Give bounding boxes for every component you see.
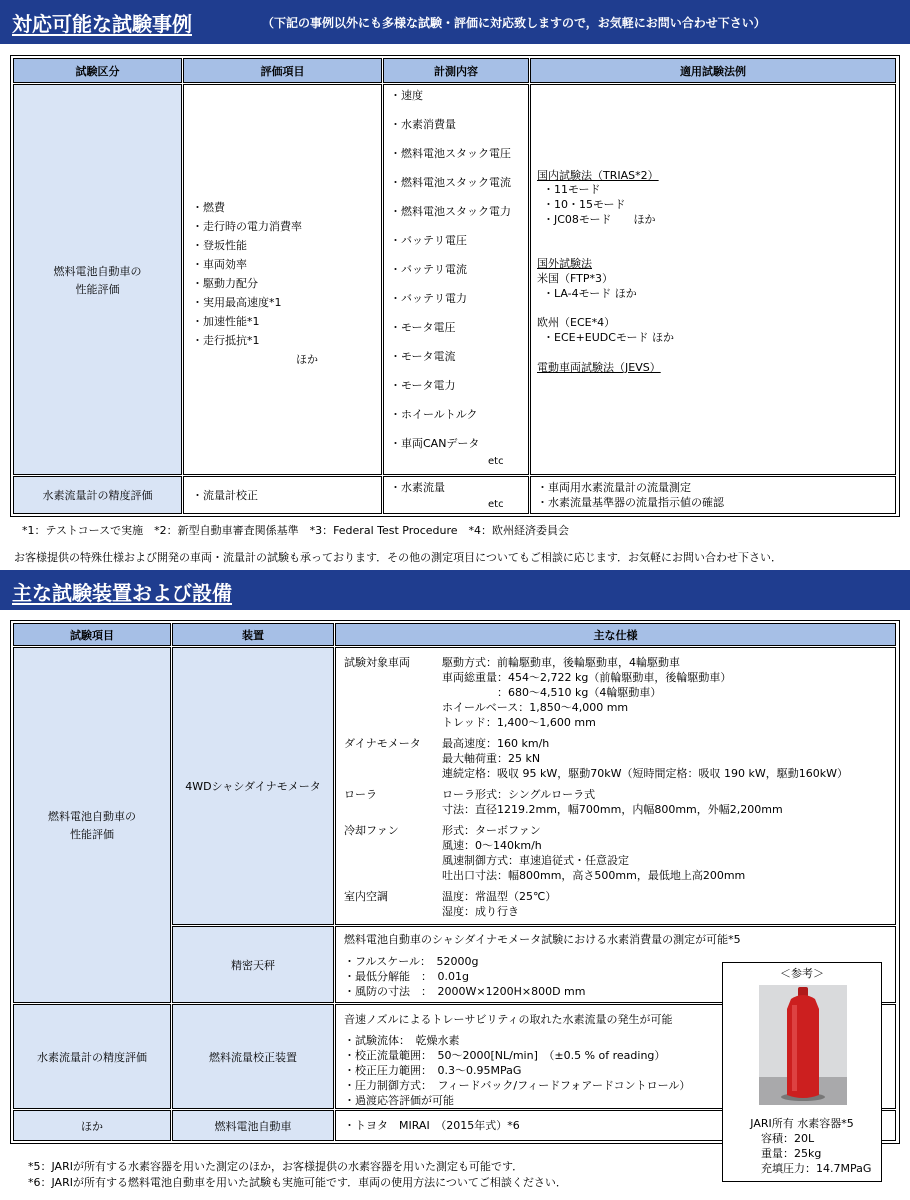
foreign-method: 国外試験法 — [537, 257, 592, 270]
item-max-speed: ・実用最高速度*1 — [192, 296, 282, 309]
chassis-dyno-device: 4WDシャシダイナモメータ — [172, 647, 334, 925]
spec-vehicle-4: ホイールベース：1,850～4,000 mm — [442, 701, 629, 714]
other-category: ほか — [13, 1110, 171, 1141]
meas-motor-voltage: ・モータ電圧 — [390, 321, 456, 334]
header-measurements: 計測内容 — [383, 58, 529, 83]
evaluation-items-cell — [183, 84, 382, 475]
meas-can-data: ・車両CANデータ — [390, 437, 480, 450]
meas-wheel-torque: ・ホイールトルク — [390, 408, 478, 421]
reference-box — [722, 962, 882, 1182]
spec-label-vehicle: 試験対象車両 — [344, 656, 410, 669]
balance-fullscale: ・フルスケール： 52000g — [344, 955, 479, 968]
fcv-spec-mirai: ・トヨタ MIRAI （2015年式）*6 — [344, 1119, 520, 1132]
cylinder-volume: 容積：20L — [761, 1132, 815, 1145]
spec-fan-4: 吐出口寸法：幅800mm，高さ500mm，最低地上高200mm — [442, 869, 746, 882]
us-item-la4: ・LA-4モード ほか — [543, 287, 637, 300]
meas-motor-power: ・モータ電力 — [390, 379, 456, 392]
meas-speed: ・速度 — [390, 89, 423, 102]
spec-dyno-2: 最大軸荷重：25 kN — [442, 752, 541, 765]
section1-contact: お客様提供の特殊仕様および開発の車両・流量計の試験も承っております．その他の測定項目についてもご相談に応じます．お気軽にお問い合わせ下さい． — [14, 551, 783, 564]
test-cases-table — [10, 55, 900, 517]
spec-label-fan: 冷却ファン — [344, 824, 399, 837]
category-line-1: 燃料電池自動車の — [53, 264, 142, 278]
meas-motor-current: ・モータ電流 — [390, 350, 456, 363]
cylinder-pressure: 充填圧力：14.7MPaG — [761, 1162, 872, 1175]
flowmeter-calibration: ・流量計校正 — [192, 489, 258, 502]
flowmeter-methods-cell — [530, 476, 896, 514]
fcv-device: 燃料電池自動車 — [172, 1110, 334, 1141]
test-methods-cell — [530, 84, 896, 475]
meas-flow-etc: etc — [488, 499, 504, 510]
cylinder-weight: 重量：25kg — [761, 1147, 822, 1160]
item-drive-distribution: ・駆動力配分 — [192, 277, 258, 290]
meas-hydrogen-flow: ・水素流量 — [390, 481, 445, 494]
eu-method: 欧州（ECE*4） — [537, 316, 616, 329]
section2-footnote-6: *6：JARIが所有する燃料電池自動車を用いた試験も実施可能です．車両の使用方法についてご相談ください． — [28, 1176, 567, 1189]
eq-category-line-2: 性能評価 — [70, 828, 114, 841]
item-acceleration: ・加速性能*1 — [192, 315, 260, 328]
jevs-method: 電動車両試験法（JEVS） — [537, 361, 661, 374]
balance-lead: 燃料電池自動車のシャシダイナモメータ試験における水素消費量の測定が可能*5 — [344, 933, 741, 946]
spec-fan-2: 風速：0～140km/h — [442, 839, 542, 852]
spec-label-roller: ローラ — [344, 788, 377, 801]
flowmeter-measurement-cell — [383, 476, 529, 514]
items-etc: ほか — [296, 353, 318, 366]
header-test-category: 試験区分 — [13, 58, 182, 83]
spec-roller-1: ローラ形式：シングルローラ式 — [442, 788, 596, 801]
spec-aircon-1: 温度：常温型（25℃） — [442, 890, 557, 903]
calibrator-control: ・圧力制御方式： フィードバック/フィードフォアードコントロール） — [344, 1079, 691, 1092]
category-line-2: 性能評価 — [75, 282, 120, 296]
meas-stack-power: ・燃料電池スタック電力 — [390, 205, 511, 218]
meas-battery-current: ・バッテリ電流 — [390, 263, 467, 276]
spec-fan-1: 形式：ターボファン — [442, 824, 541, 837]
header-main-specs: 主な仕様 — [335, 623, 896, 646]
spec-roller-2: 寸法：直径1219.2mm，幅700mm，内幅800mm，外幅2,200mm — [442, 803, 783, 816]
meas-stack-current: ・燃料電池スタック電流 — [390, 176, 511, 189]
calibrator-fluid: ・試験流体： 乾燥水素 — [344, 1034, 460, 1047]
precision-balance-device: 精密天秤 — [172, 926, 334, 1003]
measurements-cell — [383, 84, 529, 475]
flow-method-2: ・水素流量基準器の流量指示値の確認 — [537, 496, 724, 509]
calibrator-lead: 音速ノズルによるトレーサビリティの取れた水素流量の発生が可能 — [344, 1013, 673, 1026]
item-hill-climbing: ・登坂性能 — [192, 239, 247, 252]
section1-footnotes: *1：テストコースで実施 *2：新型自動車審査関係基準 *3：Federal Test Procedure *4：欧州経済委員会 — [22, 524, 570, 537]
calibrator-transient: ・過渡応答評価が可能 — [344, 1094, 454, 1107]
eu-item-ece: ・ECE+EUDCモード ほか — [543, 331, 675, 344]
spec-vehicle-3: ：680～4,510 kg（4輪駆動車） — [442, 686, 662, 699]
domestic-item-1015: ・10・15モード — [543, 198, 626, 211]
spec-vehicle-1: 駆動方式：前輪駆動車，後輪駆動車，4輪駆動車 — [442, 656, 680, 669]
spec-vehicle-2: 車両総重量：454～2,722 kg（前輪駆動車，後輪駆動車） — [442, 671, 732, 684]
hydrogen-cylinder-photo — [759, 985, 847, 1105]
spec-label-aircon: 室内空調 — [344, 890, 388, 903]
meas-battery-power: ・バッテリ電力 — [390, 292, 467, 305]
spec-fan-3: 風速制御方式：車速追従式・任意設定 — [442, 854, 629, 867]
header-test-item: 試験項目 — [13, 623, 171, 646]
section1-subtitle: （下記の事例以外にも多様な試験・評価に対応致しますので，お気軽にお問い合わせ下さい） — [262, 16, 766, 30]
flowmeter-eq-category: 水素流量計の精度評価 — [13, 1004, 171, 1109]
spec-label-dyno: ダイナモメータ — [344, 737, 421, 750]
flowmeter-item-cell — [183, 476, 382, 514]
header-test-methods: 適用試験法例 — [530, 58, 896, 83]
header-evaluation-items: 評価項目 — [183, 58, 382, 83]
fcv-equipment-category — [13, 647, 171, 1003]
item-power-consumption: ・走行時の電力消費率 — [192, 220, 302, 233]
meas-hydrogen-consumption: ・水素消費量 — [390, 118, 456, 131]
reference-heading: ＜参考＞ — [780, 967, 824, 980]
eq-category-line-1: 燃料電池自動車の — [48, 810, 136, 823]
domestic-item-jc08: ・JC08モード ほか — [543, 213, 656, 226]
fcv-performance-category — [13, 84, 182, 475]
calibrator-pressure-range: ・校正圧力範囲： 0.3～0.95MPaG — [344, 1064, 522, 1077]
calibrator-flow-range: ・校正流量範囲： 50～2000[NL/min] （±0.5 % of reading） — [344, 1049, 666, 1062]
section2-banner — [0, 570, 910, 610]
cylinder-caption: JARI所有 水素容器*5 — [750, 1117, 854, 1130]
spec-aircon-2: 湿度：成り行き — [442, 905, 519, 918]
spec-dyno-3: 連続定格：吸収 95 kW，駆動70kW（短時間定格：吸収 190 kW，駆動160kW） — [442, 767, 848, 780]
meas-stack-voltage: ・燃料電池スタック電圧 — [390, 147, 511, 160]
meas-battery-voltage: ・バッテリ電圧 — [390, 234, 467, 247]
item-vehicle-efficiency: ・車両効率 — [192, 258, 247, 271]
item-fuel-economy: ・燃費 — [192, 201, 225, 214]
section2-title: 主な試験装置および設備 — [12, 581, 232, 605]
flow-method-1: ・車両用水素流量計の流量測定 — [537, 481, 691, 494]
flow-calibrator-device: 燃料流量校正装置 — [172, 1004, 334, 1109]
header-device: 装置 — [172, 623, 334, 646]
us-method: 米国（FTP*3） — [537, 272, 613, 285]
meas-etc: etc — [488, 456, 504, 467]
domestic-method: 国内試験法（TRIAS*2） — [537, 169, 659, 182]
section2-footnote-5: *5：JARIが所有する水素容器を用いた測定のほか，お客様提供の水素容器を用いた測定も可能です． — [28, 1160, 524, 1173]
chassis-dyno-specs — [335, 647, 896, 925]
domestic-item-11: ・11モード — [543, 183, 601, 196]
section1-banner — [0, 0, 910, 44]
section1-title: 対応可能な試験事例 — [12, 12, 192, 36]
hydrogen-cylinder-icon — [759, 985, 847, 1105]
balance-resolution: ・最低分解能 ： 0.01g — [344, 970, 469, 983]
item-running-resistance: ・走行抵抗*1 — [192, 334, 260, 347]
flowmeter-category: 水素流量計の精度評価 — [13, 476, 182, 514]
spec-dyno-1: 最高速度：160 km/h — [442, 737, 550, 750]
spec-vehicle-5: トレッド：1,400～1,600 mm — [442, 716, 596, 729]
balance-windshield: ・風防の寸法 ： 2000W×1200H×800D mm — [344, 985, 586, 998]
